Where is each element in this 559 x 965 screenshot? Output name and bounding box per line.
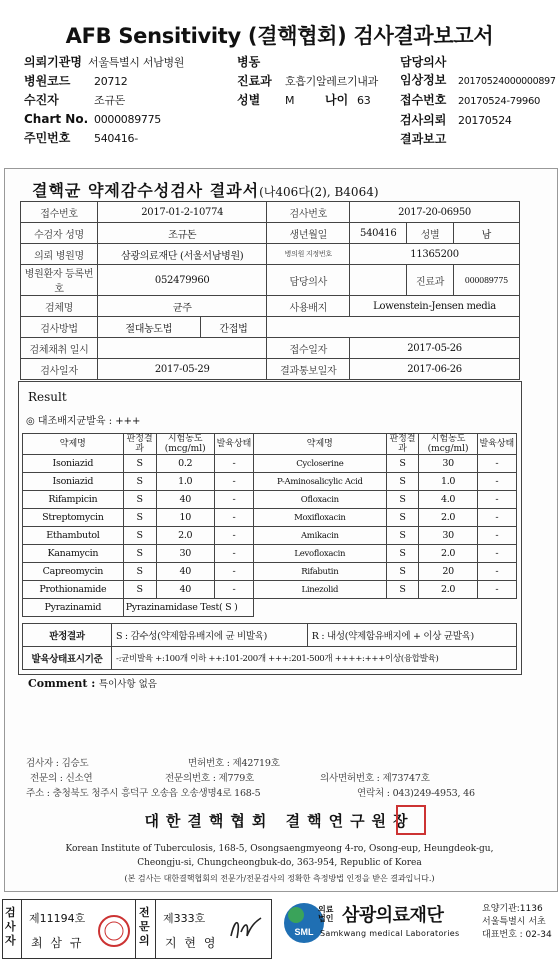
drug-growth: - <box>214 527 253 545</box>
drug-name: Cycloserine <box>254 455 387 473</box>
drug-concentration: 40 <box>156 581 214 599</box>
drug-name: Rifampicin <box>23 491 124 509</box>
drug-result: S <box>123 491 156 509</box>
header-row: 진료과 호흡기알레르기내과 <box>237 74 378 88</box>
drug-name: Moxifloxacin <box>254 509 387 527</box>
drug-concentration: 20 <box>419 563 477 581</box>
drug-concentration: 2.0 <box>419 581 477 599</box>
drug-concentration: 2.0 <box>419 545 477 563</box>
drug-growth: - <box>477 455 516 473</box>
checker-name: 최 삼 규 <box>31 936 84 950</box>
drug-growth: - <box>477 527 516 545</box>
drug-result: S <box>386 563 419 581</box>
drug-result: S <box>386 491 419 509</box>
drug-concentration: 0.2 <box>156 455 214 473</box>
license-number: 면허번호 : 제42719호 <box>188 758 280 769</box>
scan-title: 결핵균 약제감수성검사 결과서(나406다(2), B4064) <box>32 181 379 200</box>
drug-row <box>23 473 517 491</box>
info-row: 병원환자 등록번호 052479960 담당의사 진료과 000089775 <box>21 265 520 296</box>
header-row: 결과보고 <box>400 132 447 146</box>
lab-info: 요양기관:1136 서울특별시 서초 대표번호 : 02-34 <box>482 904 552 940</box>
drug-name: Streptomycin <box>23 509 124 527</box>
checker-seal-icon <box>97 914 131 948</box>
result-heading: Result <box>28 390 67 404</box>
address-en-2: Cheongju-si, Chungcheongbuk-do, 363-954, Republic of Korea <box>137 858 422 868</box>
drug-growth: - <box>214 491 253 509</box>
specialist-name: 지 현 영 <box>165 936 218 950</box>
organization-name: 대한결핵협회 결핵연구원장 <box>144 812 415 830</box>
drug-growth: - <box>477 581 516 599</box>
header-row: 성별 M 나이 63 <box>237 93 371 107</box>
specimen-info-table <box>20 201 520 380</box>
checker-number: 제11194호 <box>29 912 86 925</box>
drug-result: S <box>386 545 419 563</box>
logo-badge: SML <box>294 927 314 937</box>
drug-result: S <box>123 581 156 599</box>
comment: Comment : 특이사항 없음 <box>28 677 157 690</box>
examiner: 검사자 : 김승도 <box>26 758 89 769</box>
drug-name: Capreomycin <box>23 563 124 581</box>
header-row: 임상정보 20170524000000897 <box>400 73 556 87</box>
drug-concentration: 40 <box>156 491 214 509</box>
drug-name: Ofloxacin <box>254 491 387 509</box>
drug-row <box>23 491 517 509</box>
specialist-number: 제333호 <box>163 912 206 925</box>
drug-name: Isoniazid <box>23 473 124 491</box>
header-row: 병동 <box>237 55 261 69</box>
drug-result: S <box>123 509 156 527</box>
drug-concentration: 1.0 <box>419 473 477 491</box>
drug-growth: - <box>214 545 253 563</box>
footer <box>0 897 559 965</box>
drug-growth: - <box>477 509 516 527</box>
drug-result: S <box>386 473 419 491</box>
drug-result: S <box>386 509 419 527</box>
drug-name: Linezolid <box>254 581 387 599</box>
drug-header-row: 약제명 판정결과 시험농도 (mcg/ml) 발육상태 약제명 판정결과 시험농도 (mcg/ml) 발육상태 <box>23 434 517 455</box>
drug-result: S <box>123 545 156 563</box>
header-row: 병원코드 20712 <box>24 74 128 88</box>
drug-growth: - <box>477 473 516 491</box>
drug-row <box>23 509 517 527</box>
logo-small: 의료법인 <box>318 905 334 923</box>
drug-result: S <box>386 455 419 473</box>
drug-row <box>23 581 517 599</box>
header-row: 수진자 조규돈 <box>24 93 125 107</box>
info-row: 검사일자 2017-05-29 결과통보일자 2017-06-26 <box>21 359 520 380</box>
drug-name: Prothionamide <box>23 581 124 599</box>
address-en-1: Korean Institute of Tuberculosis, 168-5, Osongsaengmyeong 4-ro, Osong-eup, Heungdeok-gu, <box>65 844 494 854</box>
control-growth: ◎ 대조배지균발육 : +++ <box>26 416 141 427</box>
signature-icon <box>225 912 265 946</box>
legend-row: 판정결과 S : 감수성(약제함유배지에 균 비발육) R : 내성(약제함유배지에 + 이상 균발육) <box>23 624 517 647</box>
drug-concentration: 2.0 <box>419 509 477 527</box>
drug-row <box>23 455 517 473</box>
drug-concentration: 2.0 <box>156 527 214 545</box>
header-right <box>400 53 558 148</box>
signature-box <box>2 899 272 959</box>
header-row: 주민번호 540416- <box>24 131 138 145</box>
logo-en: Samkwang medical Laboratories <box>320 929 460 938</box>
drug-name: Rifabutin <box>254 563 387 581</box>
drug-concentration: 10 <box>156 509 214 527</box>
drug-result: S <box>123 473 156 491</box>
drug-growth: - <box>477 491 516 509</box>
drug-concentration: 40 <box>156 563 214 581</box>
drug-growth: - <box>214 473 253 491</box>
header-left <box>24 53 234 148</box>
specialist-number: 전문의번호 : 제779호 <box>165 773 255 784</box>
drug-name: Ethambutol <box>23 527 124 545</box>
drug-result: S <box>123 563 156 581</box>
drug-concentration: 1.0 <box>156 473 214 491</box>
drug-result: S <box>386 581 419 599</box>
drug-row <box>23 563 517 581</box>
info-row: 검체채취 일시 접수일자 2017-05-26 <box>21 338 520 359</box>
drug-result: S <box>123 527 156 545</box>
address-kr: 주소 : 충청북도 청주시 흥덕구 오송읍 오송생명4로 168-5 <box>26 788 261 799</box>
specialist: 전문의 : 신소연 <box>30 773 93 784</box>
drug-growth: - <box>477 563 516 581</box>
drug-growth: - <box>214 455 253 473</box>
drug-growth: - <box>477 545 516 563</box>
drug-table <box>22 433 517 617</box>
specialist-label: 전문의 <box>139 906 150 947</box>
drug-growth: - <box>214 509 253 527</box>
doctor-license: 의사면허번호 : 제73747호 <box>320 773 430 784</box>
header-row: Chart No. 0000089775 <box>24 112 161 126</box>
drug-result: S <box>386 527 419 545</box>
info-row: 검사방법 절대농도법 간접법 <box>21 317 520 338</box>
drug-concentration: 30 <box>419 455 477 473</box>
drug-concentration: 30 <box>419 527 477 545</box>
drug-growth: - <box>214 563 253 581</box>
info-row: 검체명 균주 사용배지 Lowenstein-Jensen media <box>21 296 520 317</box>
phone: 연락처 : 043)249-4953, 46 <box>357 788 475 799</box>
info-row: 접수번호 2017-01-2-10774 검사번호 2017-20-06950 <box>21 202 520 223</box>
checker-label: 검사자 <box>5 906 16 947</box>
legend-row: 발육상태표시기준 -:균비발육 +:100개 이하 ++:101-200개 +++:201-500개 ++++:+++이상(융합발육) <box>23 647 517 670</box>
header-row: 검사의뢰 20170524 <box>400 113 512 127</box>
header-row: 담당의사 <box>400 55 447 69</box>
drug-name: Levofloxacin <box>254 545 387 563</box>
header-row: 의뢰기관명 서울특별시 서남병원 <box>24 55 185 69</box>
drug-name: Isoniazid <box>23 455 124 473</box>
pza-row: Pyrazinamid Pyrazinamidase Test( S ) <box>23 599 517 617</box>
info-row: 의뢰 병원명 삼광의료재단 (서울서남병원) 병의원 지정번호 11365200 <box>21 244 520 265</box>
drug-name: Kanamycin <box>23 545 124 563</box>
drug-concentration: 4.0 <box>419 491 477 509</box>
drug-result: S <box>123 455 156 473</box>
report-title: AFB Sensitivity (결핵협회) 검사결과보고서 <box>65 24 494 48</box>
logo-name: 삼광의료재단 <box>342 905 444 926</box>
drug-concentration: 30 <box>156 545 214 563</box>
drug-name: P-Aminosalicylic Acid <box>254 473 387 491</box>
legend-table <box>22 623 517 670</box>
drug-row <box>23 527 517 545</box>
disclaimer: (본 검사는 대한결핵협회의 전문가/전문검사의 정확한 측정방법 인정을 받은 결과입니다.) <box>124 874 435 883</box>
header-mid <box>237 53 397 110</box>
drug-name: Amikacin <box>254 527 387 545</box>
official-seal <box>396 805 426 835</box>
header-row: 접수번호 20170524-79960 <box>400 93 541 107</box>
info-row: 수검자 성명 조규돈 생년월일 540416 성별 남 <box>21 223 520 244</box>
drug-growth: - <box>214 581 253 599</box>
drug-row <box>23 545 517 563</box>
